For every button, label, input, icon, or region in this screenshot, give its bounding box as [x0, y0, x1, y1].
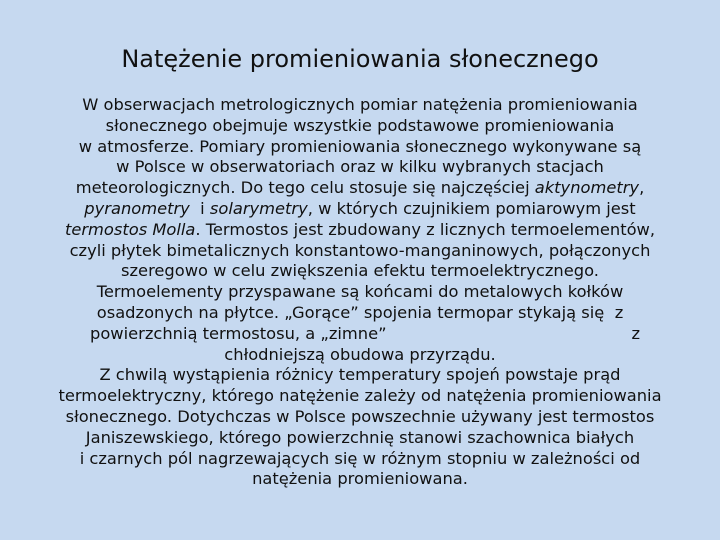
text-segment: , [639, 178, 645, 198]
text-line: czyli płytek bimetalicznych konstantowo-manganinowych, połączonych [69, 240, 651, 260]
text-segment: powierzchnią termostosu, a „zimne” [90, 323, 387, 343]
text-line: natężenia promieniowana. [252, 469, 468, 489]
text-line: szeregowo w celu zwiększenia efektu termoelektrycznego. [121, 261, 599, 281]
italic-term-aktynometry: aktynometry [534, 178, 640, 198]
text-line: w Polsce w obserwatoriach oraz w kilku wybranych stacjach [116, 157, 604, 177]
text-line: Janiszewskiego, którego powierzchnię stanowi szachownica białych [85, 427, 635, 447]
slide-title: Natężenie promieniowania słonecznego [121, 45, 599, 73]
text-segment: . Termostos jest zbudowany z licznych termoelementów, [195, 219, 656, 239]
text-segment: meteorologicznych. Do tego celu stosuje się najczęściej [75, 178, 535, 198]
text-segment: osadzonych na płytce. „Gorące” spojenia termopar stykają się [96, 302, 605, 322]
text-line: Termoelementy przyspawane są końcami do metalowych kołków [96, 282, 624, 302]
text-line [22, 303, 698, 324]
text-line: termoelektryczny, którego natężenie zależy od natężenia promieniowania [58, 386, 662, 406]
text-line [22, 199, 698, 220]
italic-term-solarymetry: solarymetry [209, 198, 308, 218]
italic-term-pyranometry: pyranometry [84, 198, 190, 218]
text-line: słonecznego. Dotychczas w Polsce powszechnie używany jest termostos [65, 406, 655, 426]
text-line [90, 324, 640, 345]
text-segment: z [614, 302, 624, 322]
italic-term-termostos-molla: termostos Molla [64, 219, 196, 239]
text-line [22, 178, 698, 199]
text-line: W obserwacjach metrologicznych pomiar natężenia promieniowania [82, 95, 638, 114]
text-line: i czarnych pól nagrzewających się w różnym stopniu w zależności od [79, 448, 641, 468]
text-line: Z chwilą wystąpienia różnicy temperatury spojeń powstaje prąd [99, 365, 621, 385]
slide-body-text [22, 95, 698, 490]
text-line: chłodniejszą obudowa przyrządu. [224, 344, 496, 364]
text-line: w atmosferze. Pomiary promieniowania słonecznego wykonywane są [78, 136, 642, 156]
text-line: słonecznego obejmuje wszystkie podstawowe promieniowania [105, 115, 615, 135]
text-segment: , w których czujnikiem pomiarowym jest [307, 198, 636, 218]
text-segment: i [189, 198, 210, 218]
text-line [22, 220, 698, 241]
text-segment: z [631, 323, 640, 343]
